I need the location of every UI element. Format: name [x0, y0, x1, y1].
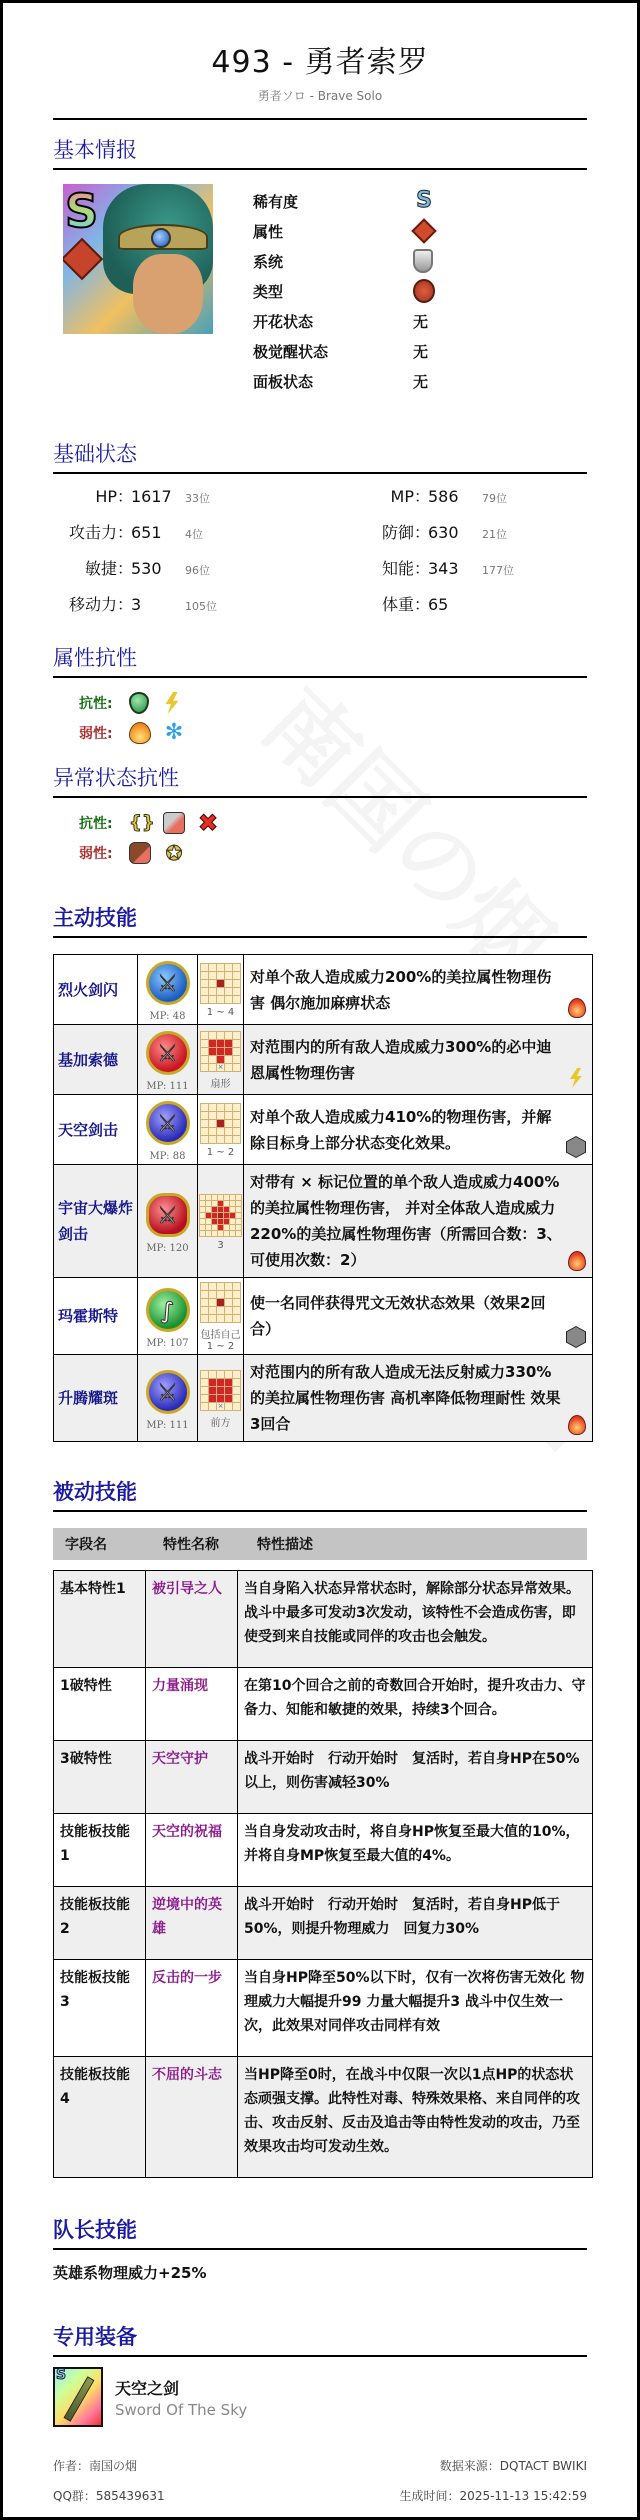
passive-name[interactable]: 天空守护 — [146, 1741, 238, 1814]
range-grid-icon: × — [200, 1370, 241, 1411]
info-value: 无 — [413, 312, 429, 331]
resist-label: 抗性: — [79, 816, 113, 832]
skill-range-label: 3 — [217, 1239, 224, 1251]
stat-label: 防御 — [381, 523, 414, 542]
status-resist-row — [79, 808, 587, 838]
skill-name[interactable]: 天空剑击 — [54, 1095, 138, 1165]
stat-item — [320, 592, 587, 622]
passive-skill-row — [54, 1960, 593, 2057]
page-header — [53, 3, 587, 104]
no-element-icon — [566, 1326, 586, 1348]
passive-name[interactable]: 反击的一步 — [146, 1960, 238, 2057]
attack-type-icon — [413, 279, 435, 303]
info-key: 属性 — [253, 222, 284, 241]
skill-orb-icon: ∫ — [146, 1288, 190, 1332]
stat-item — [53, 520, 320, 550]
stat-rank: 96位 — [185, 564, 210, 577]
skill-description: 对单个敌人造成威力410%的物理伤害，并解除目标身上部分状态变化效果。 — [250, 1107, 552, 1152]
skill-orb-icon: ⚔ — [146, 1031, 190, 1075]
info-row-bloom — [253, 306, 435, 336]
stat-label: MP — [390, 487, 414, 506]
info-key: 类型 — [253, 282, 284, 301]
skill-name[interactable]: 玛霍斯特 — [54, 1278, 138, 1355]
stat-label: 移动力 — [68, 595, 117, 614]
passive-name[interactable]: 不屈的斗志 — [146, 2057, 238, 2178]
stat-value: 65 — [428, 595, 449, 614]
info-key: 稀有度 — [253, 192, 299, 211]
info-row-panel — [253, 366, 435, 396]
skill-icon-cell — [138, 1095, 198, 1165]
range-grid-icon — [200, 963, 241, 1004]
wind-icon — [129, 692, 149, 714]
stat-value: 586 — [428, 487, 459, 506]
passive-table-header — [53, 1528, 587, 1560]
skill-name[interactable]: 宇宙大爆炸剑击 — [54, 1165, 138, 1278]
stat-rank: 4位 — [185, 528, 203, 541]
attr-resist-row — [79, 688, 587, 718]
skill-range-label: 1 ~ 2 — [206, 1147, 235, 1158]
lightning-element-icon — [566, 1068, 586, 1088]
footer-generated-time: 生成时间：2025-11-13 15:42:59 — [399, 2489, 587, 2503]
skill-range-cell — [198, 1095, 244, 1165]
info-value: 无 — [413, 342, 429, 361]
stat-label: 攻击力 — [68, 523, 117, 542]
skill-orb-icon: ⚔ — [146, 1101, 190, 1145]
skill-range-label: 前方 — [210, 1417, 231, 1429]
skill-range-cell — [198, 955, 244, 1025]
range-grid-icon: × — [200, 1031, 241, 1072]
equipment-item — [53, 2357, 587, 2427]
stat-rank: 21位 — [482, 528, 507, 541]
lightning-icon — [161, 692, 183, 714]
passive-description: 当自身陷入状态异常状态时，解除部分状态异常效果。战斗中最多可发动3次发动，该特性不会造成伤害，即使受到来自技能或同伴的攻击也会触发。 — [238, 1571, 593, 1668]
active-skill-row — [54, 1025, 593, 1095]
stat-colon: ： — [117, 487, 134, 506]
skill-description-cell — [244, 1095, 593, 1165]
skill-name[interactable]: 基加索德 — [54, 1025, 138, 1095]
skill-orb-icon: ⚔ — [146, 1370, 190, 1414]
skill-description-cell — [244, 1165, 593, 1278]
skill-mp-cost: MP: 120 — [146, 1242, 189, 1254]
fire-element-icon — [568, 1415, 586, 1435]
skill-mp-cost: MP: 48 — [149, 1011, 186, 1022]
equipment-name-en: Sword Of The Sky — [115, 2400, 248, 2419]
info-row-type — [253, 276, 435, 306]
passive-skill-row — [54, 1571, 593, 1668]
weak-label: 弱性: — [79, 726, 113, 742]
resist-label: 抗性: — [79, 696, 113, 712]
spell-seal-icon: ✖ — [197, 809, 219, 837]
section-attr-resist: 属性抗性 — [53, 628, 587, 678]
info-key: 开花状态 — [253, 312, 314, 331]
stat-item — [53, 592, 320, 622]
skill-range-label: 1 ~ 4 — [206, 1007, 235, 1018]
section-passive-skills: 被动技能 — [53, 1462, 587, 1512]
skill-icon-cell — [138, 1025, 198, 1095]
skill-description-cell — [244, 955, 593, 1025]
stat-rank: 177位 — [482, 564, 514, 577]
info-value: 无 — [413, 372, 429, 391]
section-status-resist: 异常状态抗性 — [53, 748, 587, 798]
passive-description: 战斗开始时 行动开始时 复活时，若自身HP低于50%，则提升物理威力 回复力30% — [238, 1887, 593, 1960]
stat-item — [320, 556, 587, 586]
skill-mp-cost: MP: 111 — [146, 1081, 189, 1092]
no-element-icon — [566, 1136, 586, 1158]
skill-icon-cell — [138, 1355, 198, 1442]
passive-name[interactable]: 逆境中的英雄 — [146, 1887, 238, 1960]
passive-name[interactable]: 天空的祝福 — [146, 1814, 238, 1887]
basic-info — [53, 170, 587, 396]
passive-skill-row — [54, 2057, 593, 2178]
leader-skill-text: 英雄系物理威力+25% — [53, 2264, 207, 2282]
stat-colon: ： — [414, 487, 431, 506]
fire-element-icon — [568, 998, 586, 1018]
footer-qq-group: QQ群：585439631 — [53, 2489, 165, 2503]
confusion-icon: {} — [129, 812, 155, 833]
info-key: 系统 — [253, 252, 284, 271]
skill-icon-cell — [138, 955, 198, 1025]
active-skills-table — [53, 954, 593, 1442]
active-skill-row — [54, 1095, 593, 1165]
info-row-attribute — [253, 216, 435, 246]
stat-label: 体重 — [381, 595, 414, 614]
stat-item — [320, 484, 587, 514]
skill-range-cell — [198, 1165, 244, 1278]
stat-colon: ： — [414, 595, 431, 614]
active-skill-row — [54, 955, 593, 1025]
skill-description-cell — [244, 1025, 593, 1095]
stat-rank: 105位 — [185, 600, 217, 613]
page-subtitle: 勇者ソロ - Brave Solo — [257, 89, 383, 103]
stat-item — [53, 556, 320, 586]
page-footer — [53, 2427, 587, 2517]
stat-rank: 33位 — [185, 492, 210, 505]
passive-name[interactable]: 力量涌现 — [146, 1668, 238, 1741]
stat-colon: ： — [414, 523, 431, 542]
stat-value: 3 — [131, 595, 142, 614]
col-header-name: 特性名称 — [163, 1537, 219, 1553]
active-skill-row — [54, 1165, 593, 1278]
skill-name[interactable]: 升腾耀斑 — [54, 1355, 138, 1442]
stat-label: 知能 — [381, 559, 414, 578]
passive-field: 技能板技能3 — [54, 1960, 146, 2057]
passive-name[interactable]: 被引导之人 — [146, 1571, 238, 1668]
stat-colon: ： — [117, 595, 134, 614]
active-skill-row — [54, 1355, 593, 1442]
section-exclusive-equip: 专用装备 — [53, 2307, 587, 2357]
passive-description: 战斗开始时 行动开始时 复活时，若自身HP在50%以上，则伤害减轻30% — [238, 1741, 593, 1814]
stat-label: HP — [95, 487, 117, 506]
skill-orb-icon: ⚔ — [146, 1193, 190, 1237]
passive-description: 在第10个回合之前的奇数回合开始时，提升攻击力、守备力、知能和敏捷的效果，持续3个回合。 — [238, 1668, 593, 1741]
passive-field: 技能板技能1 — [54, 1814, 146, 1887]
skill-mp-cost: MP: 107 — [146, 1337, 189, 1349]
skill-description: 对单个敌人造成威力200%的美拉属性物理伤害 偶尔施加麻痹状态 — [250, 967, 552, 1012]
skill-description: 使一名同伴获得咒文无效状态效果（效果2回合） — [250, 1294, 546, 1338]
passive-field: 技能板技能4 — [54, 2057, 146, 2178]
passive-field: 基本特性1 — [54, 1571, 146, 1668]
skill-description-cell — [244, 1355, 593, 1442]
weak-label: 弱性: — [79, 846, 113, 862]
skill-mp-cost: MP: 111 — [146, 1419, 189, 1431]
stat-colon: ： — [414, 559, 431, 578]
info-key: 极觉醒状态 — [253, 342, 329, 361]
stat-value: 630 — [428, 523, 459, 542]
skill-range-cell — [198, 1025, 244, 1095]
stat-value: 530 — [131, 559, 162, 578]
skill-description: 对带有 × 标记位置的单个敌人造成威力400%的美拉属性物理伤害， 并对全体敌人造成威力220%的美拉属性物理伤害（所需回合数：3、可使用次数：2） — [250, 1173, 562, 1269]
fire-attribute-icon — [411, 218, 436, 243]
skill-range-label: 扇形 — [210, 1079, 231, 1090]
skill-icon-cell — [138, 1278, 198, 1355]
passive-skills-table — [53, 1570, 593, 2178]
section-basic-info: 基本情报 — [53, 120, 587, 170]
range-grid-icon — [200, 1103, 241, 1144]
attr-resist — [53, 678, 587, 748]
passive-description: 当自身发动攻击时，将自身HP恢复至最大值的10%，并将自身MP恢复至最大值的4%。 — [238, 1814, 593, 1887]
stat-colon: ： — [117, 559, 134, 578]
footer-author: 作者：南国の烟 — [53, 2459, 138, 2473]
passive-skill-row — [54, 1814, 593, 1887]
passive-skill-row — [54, 1741, 593, 1814]
stat-colon: ： — [117, 523, 134, 542]
skill-name[interactable]: 烈火剑闪 — [54, 955, 138, 1025]
defense-down-icon — [129, 842, 151, 864]
stat-value: 343 — [428, 559, 459, 578]
hero-family-icon — [413, 249, 433, 273]
info-row-family — [253, 246, 435, 276]
equipment-name: 天空之剑 — [115, 2378, 180, 2398]
base-stats — [53, 474, 587, 622]
section-leader-skill: 队长技能 — [53, 2200, 587, 2250]
passive-field: 技能板技能2 — [54, 1887, 146, 1960]
skill-icon-cell — [138, 1165, 198, 1278]
stat-label: 敏捷 — [84, 559, 117, 578]
passive-description: 当自身HP降至50%以下时，仅有一次将伤害无效化 物理威力大幅提升99 力量大幅提升3 战斗中仅生效一次，此效果对同伴攻击同样有效 — [238, 1960, 593, 2057]
dizzy-icon: ✪ — [165, 841, 183, 865]
passive-skill-row — [54, 1887, 593, 1960]
skill-mp-cost: MP: 88 — [149, 1151, 186, 1162]
skill-range-cell — [198, 1355, 244, 1442]
section-active-skills: 主动技能 — [53, 888, 587, 938]
skill-description: 对范围内的所有敌人造成威力300%的必中迪恩属性物理伤害 — [250, 1037, 552, 1082]
info-key: 面板状态 — [253, 372, 314, 391]
skill-description: 对范围内的所有敌人造成无法反射威力330%的美拉属性物理伤害 高机率降低物理耐性 效果3回合 — [250, 1363, 561, 1433]
active-skill-row — [54, 1278, 593, 1355]
passive-field: 1破特性 — [54, 1668, 146, 1741]
passive-description: 当HP降至0时，在战斗中仅限一次以1点HP的状态状态顽强支撑。此特性对毒、特殊效果格、来自同伴的攻击、攻击反射、反击及追击等由特性发动的攻击，乃至效果攻击均可发动生效。 — [238, 2057, 593, 2178]
character-page — [3, 3, 637, 2517]
basic-info-list — [253, 184, 435, 396]
fire-element-icon — [568, 1251, 586, 1271]
attack-down-icon — [163, 812, 185, 834]
info-row-rarity — [253, 186, 435, 216]
stat-item — [320, 520, 587, 550]
info-row-awakening — [253, 336, 435, 366]
status-resist — [53, 798, 587, 868]
sword-icon: S — [53, 2367, 103, 2427]
skill-range-cell — [198, 1278, 244, 1355]
skill-orb-icon: ⚔ — [146, 961, 190, 1005]
col-header-field: 字段名 — [65, 1537, 107, 1553]
footer-source: 数据来源：DQTACT BWIKI — [439, 2459, 587, 2473]
character-avatar: S — [63, 184, 213, 334]
skill-description-cell — [244, 1278, 593, 1355]
passive-field: 3破特性 — [54, 1741, 146, 1814]
status-weak-row — [79, 838, 587, 868]
col-header-desc: 特性描述 — [257, 1537, 313, 1553]
fire-icon — [129, 722, 151, 744]
attr-weak-row — [79, 718, 587, 748]
stat-rank: 79位 — [482, 492, 507, 505]
ice-icon: ✻ — [164, 720, 184, 745]
section-base-stats: 基础状态 — [53, 424, 587, 474]
skill-range-label: 包括自己 1 ~ 2 — [200, 1330, 241, 1352]
rarity-s-icon: S — [416, 188, 432, 213]
stat-item — [53, 484, 320, 514]
page-title: 493 - 勇者索罗 — [211, 45, 429, 80]
range-grid-icon — [199, 1194, 242, 1237]
stat-value: 1617 — [131, 487, 172, 506]
stat-value: 651 — [131, 523, 162, 542]
passive-skill-row — [54, 1668, 593, 1741]
range-grid-icon — [200, 1282, 241, 1323]
